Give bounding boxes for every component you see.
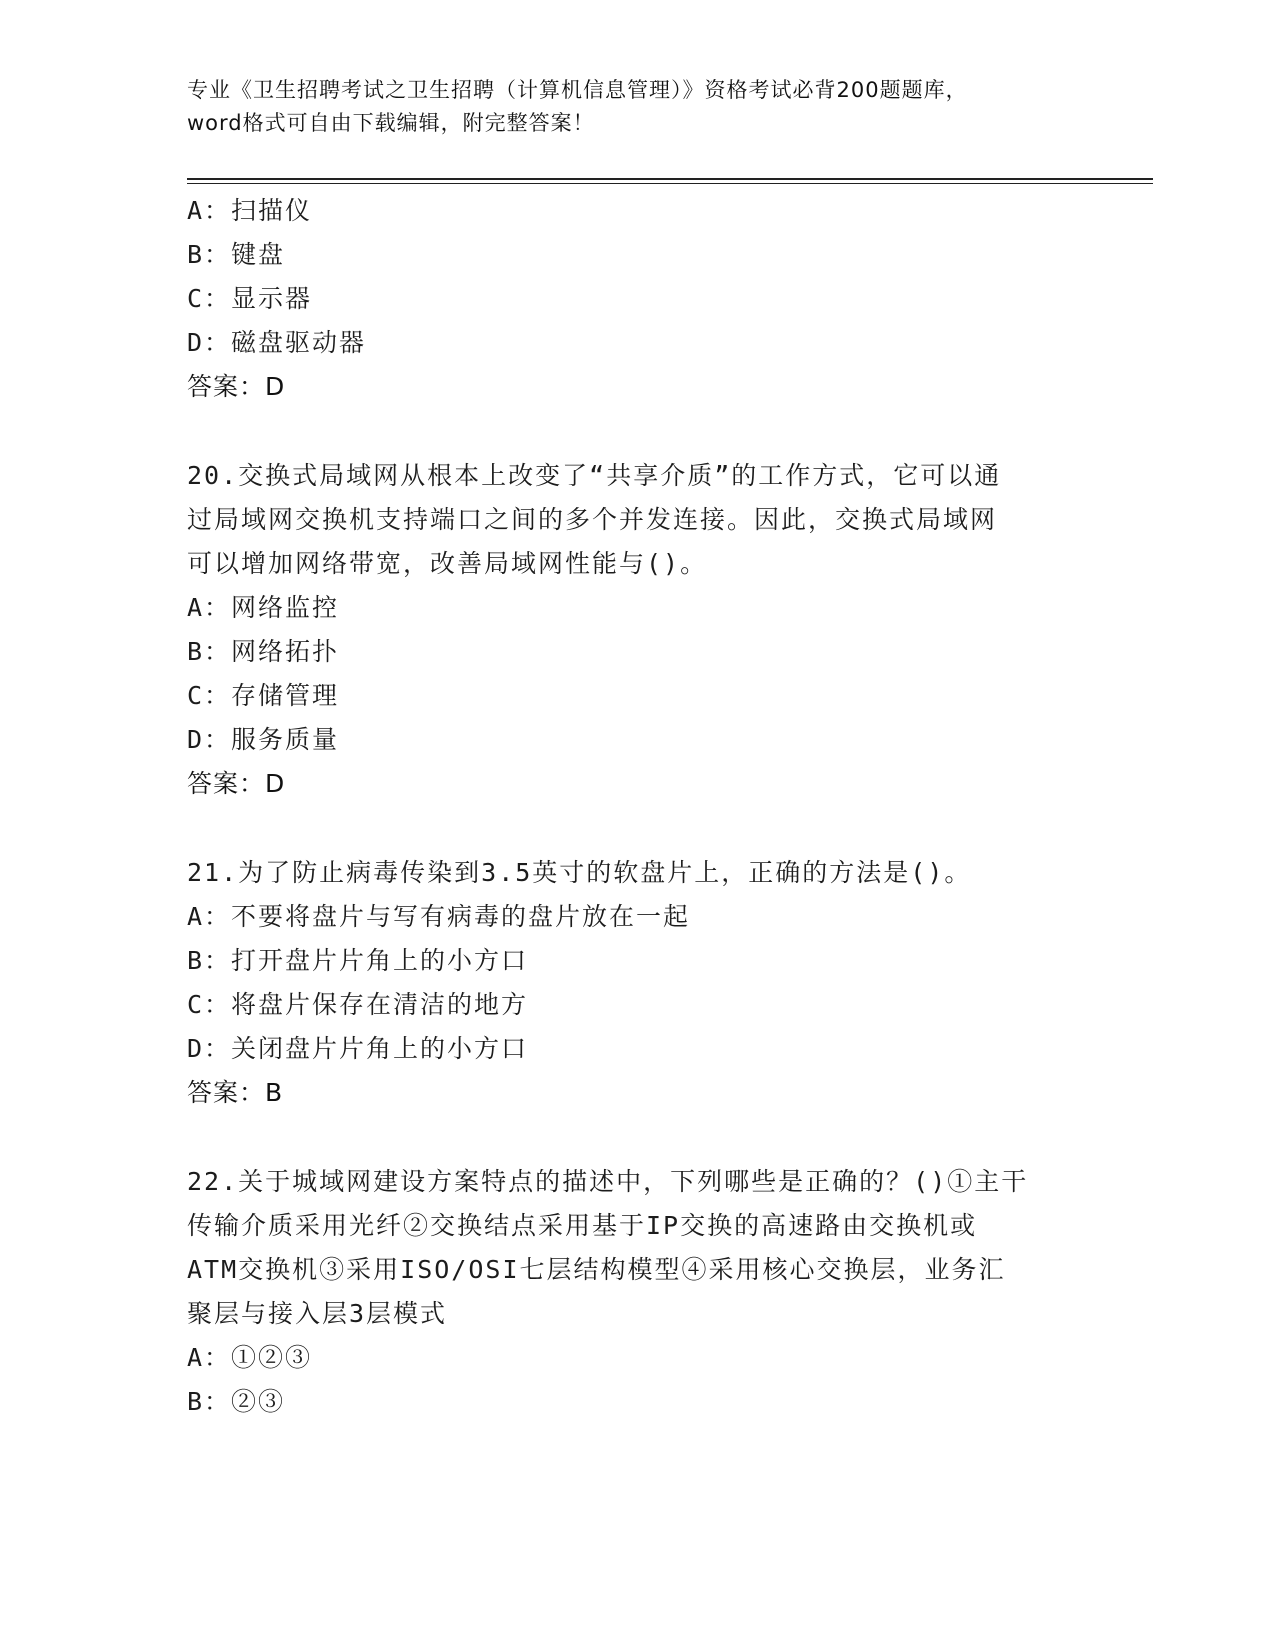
q21-answer: 答案：B <box>187 1078 284 1107</box>
q21-option-d: D：关闭盘片片角上的小方口 <box>187 1034 529 1063</box>
q19-answer: 答案：D <box>187 372 286 401</box>
q22-stem-line-4: 聚层与接入层3层模式 <box>187 1299 448 1328</box>
q20-stem-line-1: 20.交换式局域网从根本上改变了“共享介质”的工作方式，它可以通 <box>187 461 1002 490</box>
q20-option-a: A：网络监控 <box>187 593 340 622</box>
header-rule-thin <box>187 183 1153 184</box>
q20-answer: 答案：D <box>187 769 286 798</box>
q20-option-c: C：存储管理 <box>187 681 340 710</box>
header-rule-thick <box>187 178 1153 180</box>
q21-option-b: B：打开盘片片角上的小方口 <box>187 946 529 975</box>
q22-stem-line-1: 22.关于城域网建设方案特点的描述中，下列哪些是正确的？()①主干 <box>187 1167 1029 1196</box>
q22-stem-line-3: ATM交换机③采用ISO/OSI七层结构模型④采用核心交换层，业务汇 <box>187 1255 1006 1284</box>
q22-option-a: A：①②③ <box>187 1343 313 1372</box>
q21-option-c: C：将盘片保存在清洁的地方 <box>187 990 529 1019</box>
header-line-1: 专业《卫生招聘考试之卫生招聘（计算机信息管理）》资格考试必背200题题库， <box>187 78 968 102</box>
q21-option-a: A：不要将盘片与写有病毒的盘片放在一起 <box>187 902 691 931</box>
q19-option-b: B：键盘 <box>187 240 286 269</box>
q19-option-c: C：显示器 <box>187 284 313 313</box>
q22-option-b: B：②③ <box>187 1387 286 1416</box>
q20-option-b: B：网络拓扑 <box>187 637 340 666</box>
q20-stem-line-3: 可以增加网络带宽，改善局域网性能与()。 <box>187 549 708 578</box>
q22-stem-line-2: 传输介质采用光纤②交换结点采用基于IP交换的高速路由交换机或 <box>187 1211 978 1240</box>
header-line-2: word格式可自由下载编辑，附完整答案！ <box>187 111 595 135</box>
document-header <box>187 74 1087 140</box>
q19-option-a: A：扫描仪 <box>187 196 313 225</box>
q21-stem-line-1: 21.为了防止病毒传染到3.5英寸的软盘片上，正确的方法是()。 <box>187 858 972 887</box>
q19-option-d: D：磁盘驱动器 <box>187 328 367 357</box>
q20-stem-line-2: 过局域网交换机支持端口之间的多个并发连接。因此，交换式局域网 <box>187 505 998 534</box>
q20-option-d: D：服务质量 <box>187 725 340 754</box>
